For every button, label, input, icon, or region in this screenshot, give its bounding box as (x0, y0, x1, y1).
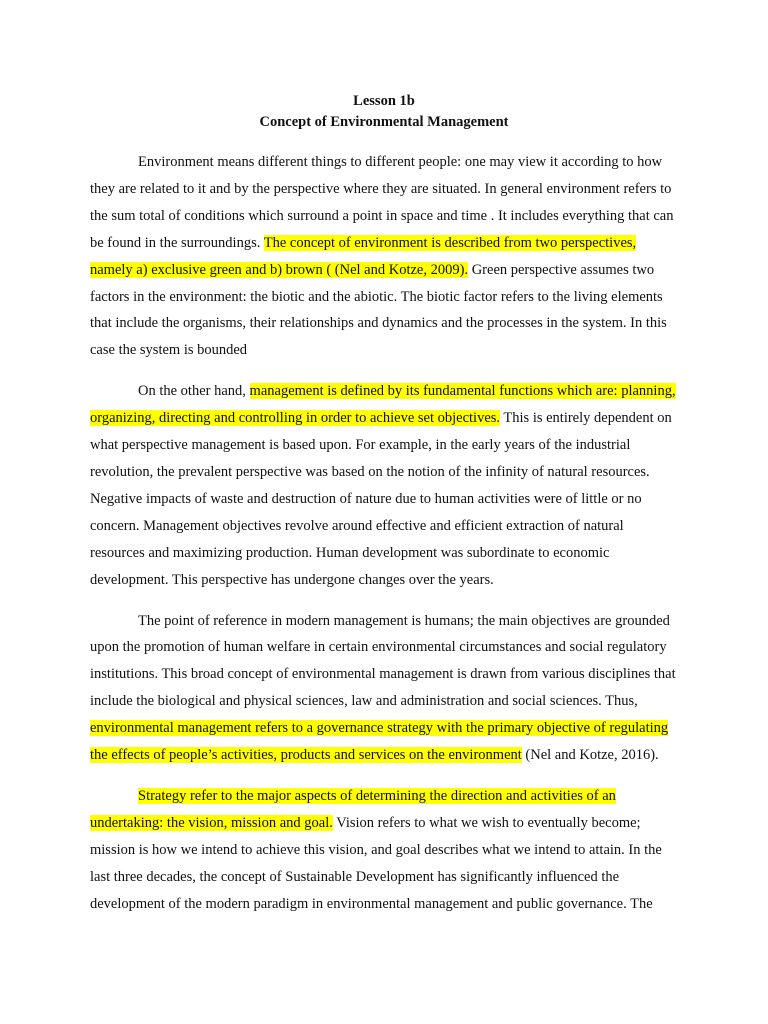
document-body (90, 91, 678, 931)
paragraph-text: (Nel and Kotze, 2016). (521, 747, 659, 764)
paragraph-text: Vision refers to what we wish to eventually become; mission is how we intend to achieve this vision, and goal describes what we intend to attain. In the last three decades, the concept of Sustainable Development has significantly influenced the development of the modern paradigm in environmental management and public governance. The (90, 814, 662, 912)
paragraph-text: On the other hand, (138, 383, 250, 400)
paragraph-strategy (90, 783, 678, 918)
paragraph-text: This is entirely dependent on what perspective management is based upon. For example, in the early years of the industrial revolution, the prevalent perspective was based on the notion of the infinity of natural resources. Negative impacts of waste and destruction of nature due to human activities were of little or no concern. Management objectives revolve around effective and efficient extraction of natural resources and maximizing production. Human development was subordinate to economic development. This perspective has undergone changes over the years. (90, 410, 672, 588)
paragraph-modern-management (90, 608, 678, 769)
lesson-title: Concept of Environmental Management (259, 114, 509, 130)
highlighted-text: management is defined by its fundamental functions which are: planning, organizing, directing and controlling in order to achieve set objectives. (90, 383, 676, 427)
document-heading (90, 91, 678, 133)
paragraph-management (90, 378, 678, 593)
paragraph-text: Environment means different things to different people: one may view it according to how they are related to it and by the perspective where they are situated. In general environment refers to the sum total of conditions which surround a point in space and time . It includes everything that can be found in the surroundings. (90, 154, 674, 251)
paragraph-environment (90, 149, 678, 364)
highlighted-text: Strategy refer to the major aspects of determining the direction and activities of an undertaking: the vision, mission and goal. (90, 787, 616, 831)
highlighted-text: The concept of environment is described from two perspectives, namely a) exclusive green and b) brown ( (Nel and Kotze, 2009). (90, 234, 637, 278)
highlighted-text: environmental management refers to a governance strategy with the primary objective of regulating the effects of people’s activities, products and services on the environment (90, 720, 669, 764)
lesson-number: Lesson 1b (353, 93, 415, 109)
paragraph-text: The point of reference in modern management is humans; the main objectives are grounded upon the promotion of human welfare in certain environmental circumstances and social regulatory institutions. This broad concept of environmental management is drawn from various disciplines that include the biological and physical sciences, law and administration and social sciences. Thus, (90, 612, 676, 710)
paragraph-text: Green perspective assumes two factors in the environment: the biotic and the abiotic. The biotic factor refers to the living elements that include the organisms, their relationships and dynamics and the processes in the system. In this case the system is bounded (90, 261, 667, 359)
